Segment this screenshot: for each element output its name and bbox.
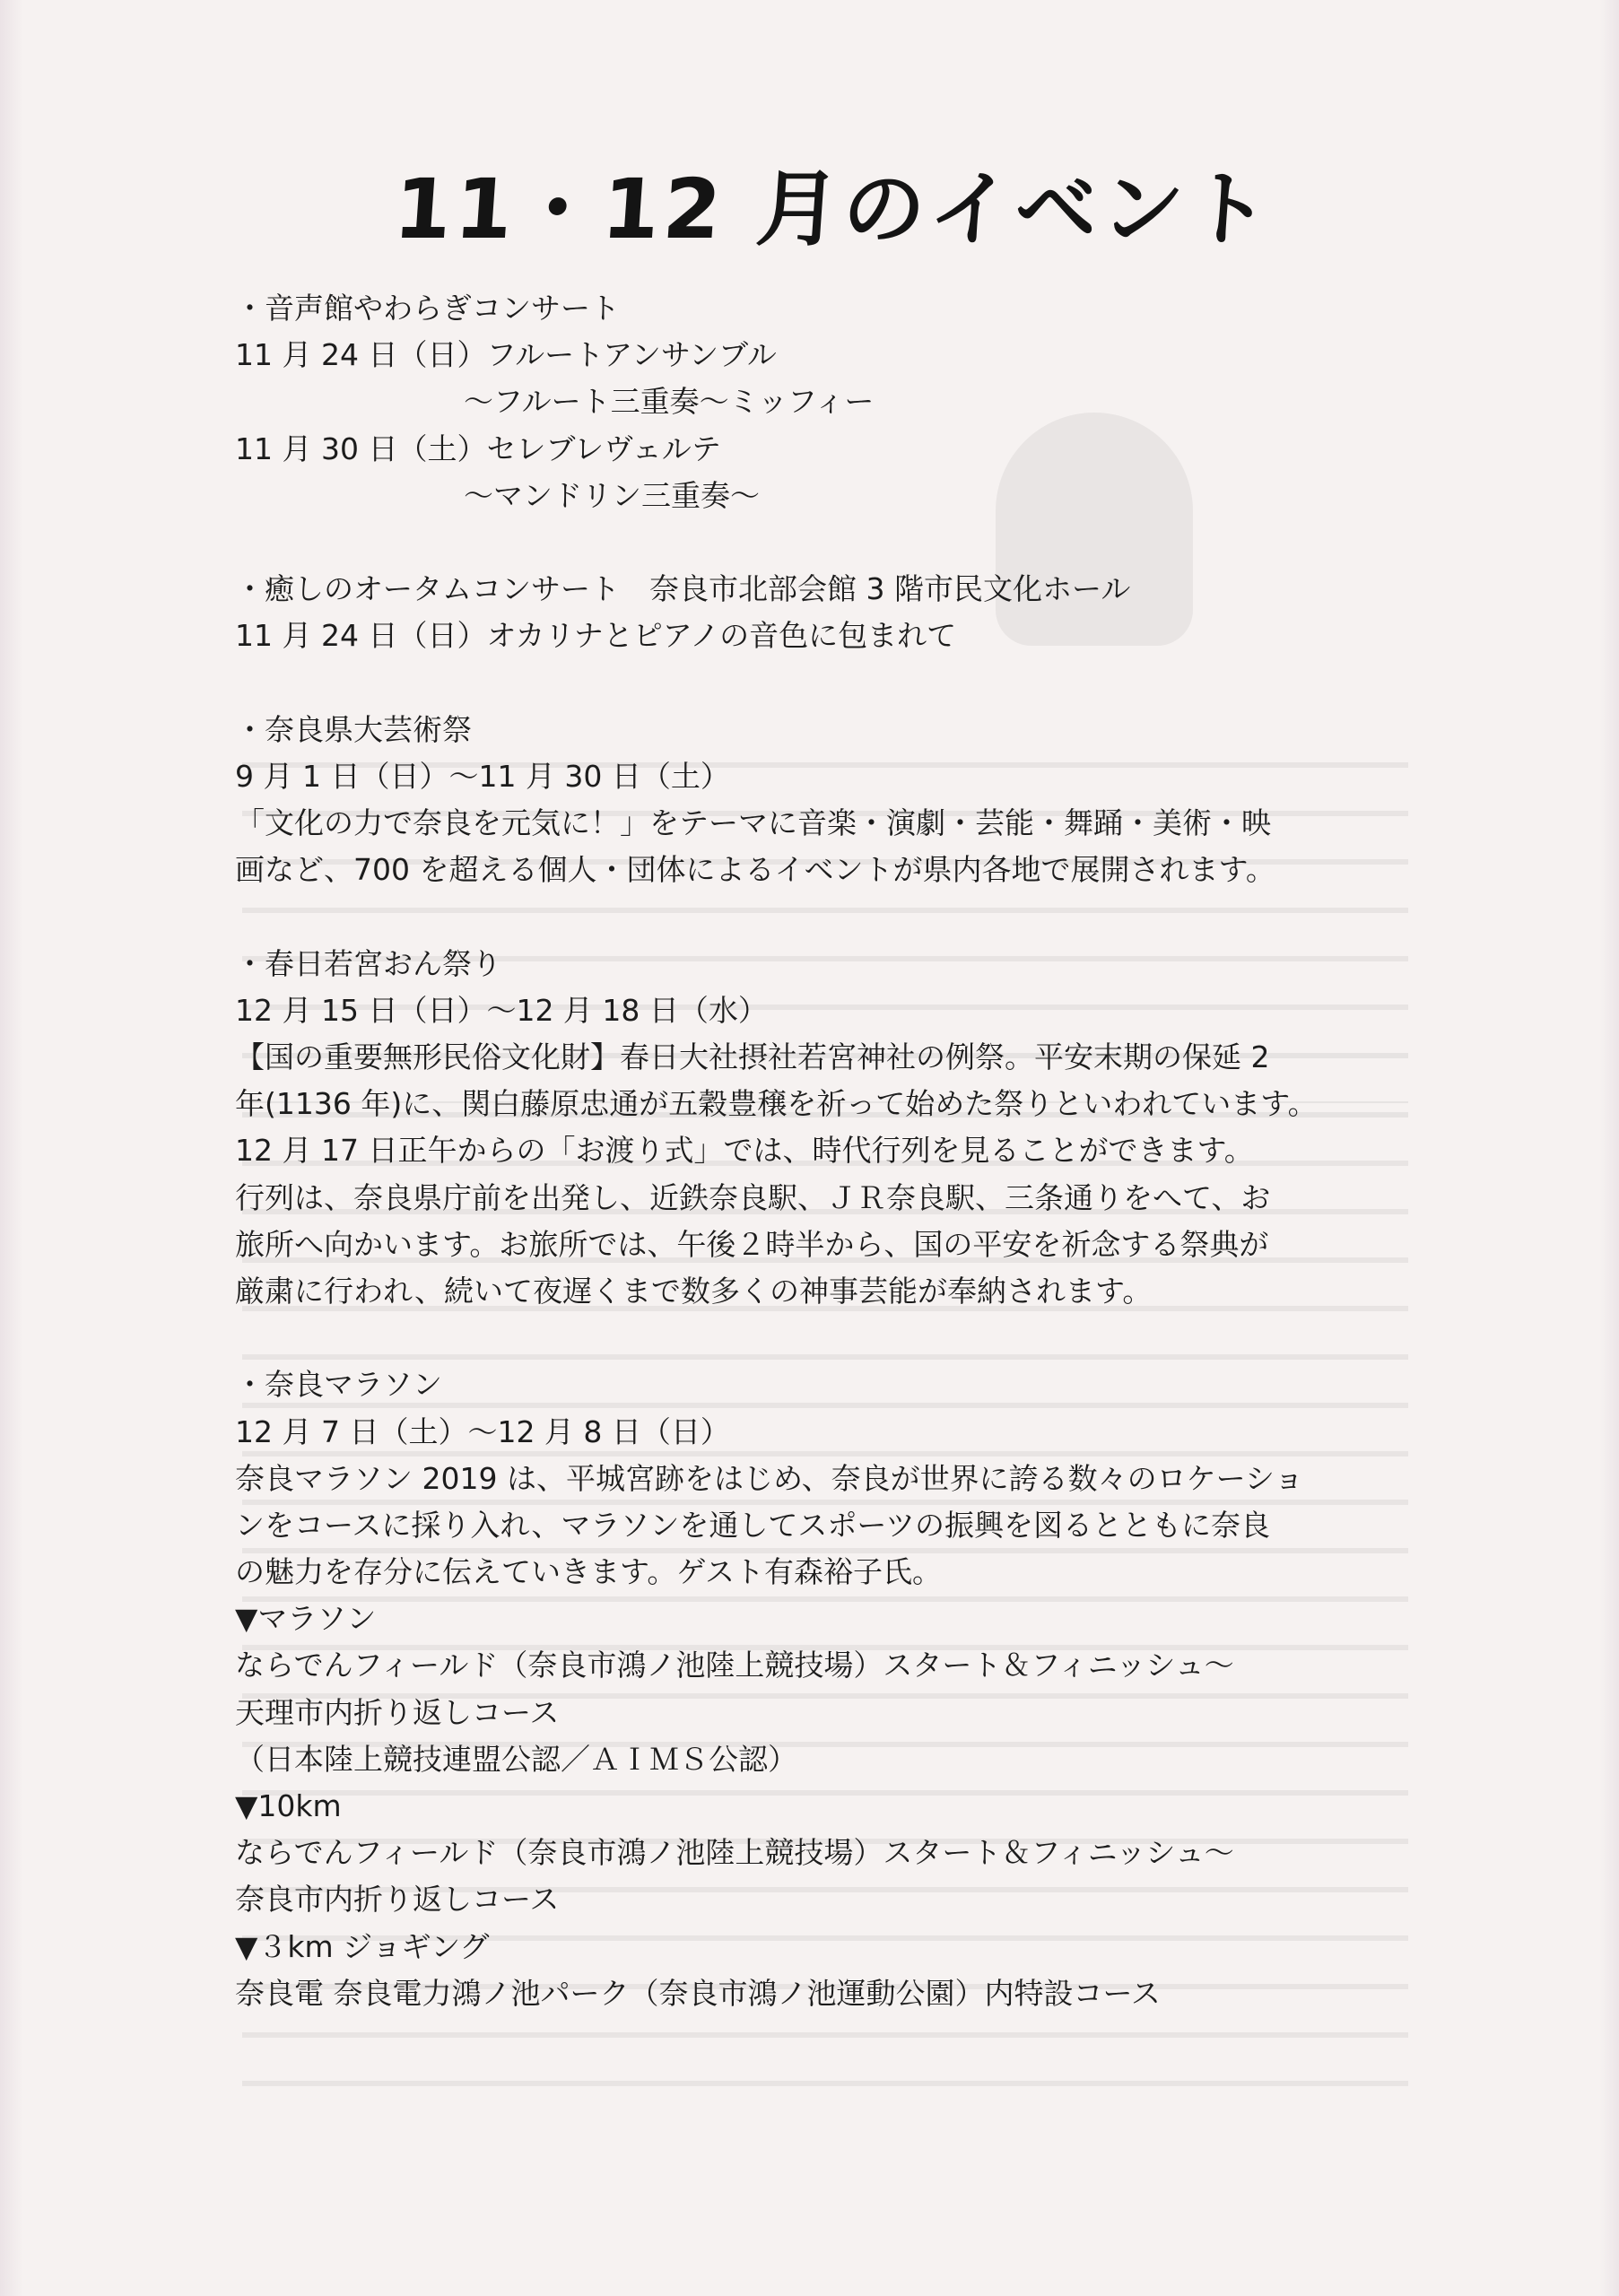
event-list xyxy=(235,285,1410,2017)
course-heading-marathon: ▼マラソン xyxy=(235,1601,377,1637)
section-heading-nara-marathon: ・奈良マラソン xyxy=(235,1367,442,1403)
section-spacer xyxy=(235,1315,1410,1361)
page-title: 11・12 月のイベント xyxy=(390,161,1277,257)
event-description-line: 年(1136 年)に、関白藤原忠通が五穀豊穣を祈って始めた祭りといわれています。 xyxy=(235,1086,1318,1122)
section-heading-kasuga-onmatsuri: ・春日若宮おん祭り xyxy=(235,945,501,981)
event-subtitle-line: ～フルート三重奏～ミッフィー xyxy=(464,384,875,420)
section-heading-yawaragi: ・音声館やわらぎコンサート xyxy=(235,291,620,326)
event-description-line: 旅所へ向かいます。お旅所では、午後２時半から、国の平安を祈念する祭典が xyxy=(235,1226,1269,1262)
event-description-line: 「文化の力で奈良を元気に！」をテーマに音楽・演劇・芸能・舞踊・美術・映 xyxy=(235,805,1271,841)
event-subtitle-line: ～マンドリン三重奏～ xyxy=(464,477,760,513)
course-heading-10km: ▼10km xyxy=(235,1788,342,1823)
course-detail-line: 奈良電 奈良電力鴻ノ池パーク（奈良市鴻ノ池運動公園）内特設コース xyxy=(235,1975,1161,2011)
section-heading-autumn-concert: ・癒しのオータムコンサート 奈良市北部会館 3 階市民文化ホール xyxy=(235,571,1131,607)
course-detail-line: 天理市内折り返しコース xyxy=(235,1694,560,1730)
event-date-line: 9 月 1 日（日）～11 月 30 日（土） xyxy=(235,758,730,794)
event-date-line: 11 月 24 日（日）フルートアンサンブル xyxy=(235,337,777,373)
section-spacer xyxy=(235,519,1410,566)
event-description-line: 行列は、奈良県庁前を出発し、近鉄奈良駅、ＪＲ奈良駅、三条通りをへて、お xyxy=(235,1179,1271,1215)
event-description-line: の魅力を存分に伝えていきます。ゲスト有森裕子氏。 xyxy=(235,1554,943,1590)
course-certification-line: （日本陸上競技連盟公認／ＡＩＭＳ公認） xyxy=(235,1741,797,1777)
section-spacer xyxy=(235,893,1410,940)
event-description-line: 画など、700 を超える個人・団体によるイベントが県内各地で展開されます。 xyxy=(235,852,1275,888)
event-description-line: ンをコースに採り入れ、マラソンを通してスポーツの振興を図るとともに奈良 xyxy=(235,1507,1271,1543)
course-detail-line: 奈良市内折り返しコース xyxy=(235,1882,560,1918)
section-spacer xyxy=(235,660,1410,707)
course-heading-3km-jogging: ▼３km ジョギング xyxy=(235,1928,490,1964)
event-description-line: 12 月 17 日正午からの「お渡り式」では、時代行列を見ることができます。 xyxy=(235,1133,1254,1169)
event-description-line: 【国の重要無形民俗文化財】春日大社摂社若宮神社の例祭。平安末期の保延 2 xyxy=(235,1039,1270,1074)
event-date-line: 11 月 24 日（日）オカリナとピアノの音色に包まれて xyxy=(235,618,957,654)
course-detail-line: ならでんフィールド（奈良市鴻ノ池陸上競技場）スタート＆フィニッシュ～ xyxy=(235,1835,1234,1871)
paper-edge-left xyxy=(0,0,23,2296)
event-date-line: 11 月 30 日（土）セレブレヴェルテ xyxy=(235,430,721,466)
event-date-line: 12 月 7 日（土）～12 月 8 日（日） xyxy=(235,1413,730,1449)
course-detail-line: ならでんフィールド（奈良市鴻ノ池陸上競技場）スタート＆フィニッシュ～ xyxy=(235,1648,1234,1683)
event-date-line: 12 月 15 日（日）～12 月 18 日（水） xyxy=(235,992,768,1028)
section-heading-art-festival: ・奈良県大芸術祭 xyxy=(235,711,472,747)
event-description-line: 奈良マラソン 2019 は、平城宮跡をはじめ、奈良が世界に誇る数々のロケーショ xyxy=(235,1460,1304,1496)
paper-edge-right xyxy=(1599,0,1619,2296)
event-description-line: 厳粛に行われ、続いて夜遅くまで数多くの神事芸能が奉納されます。 xyxy=(235,1273,1153,1309)
